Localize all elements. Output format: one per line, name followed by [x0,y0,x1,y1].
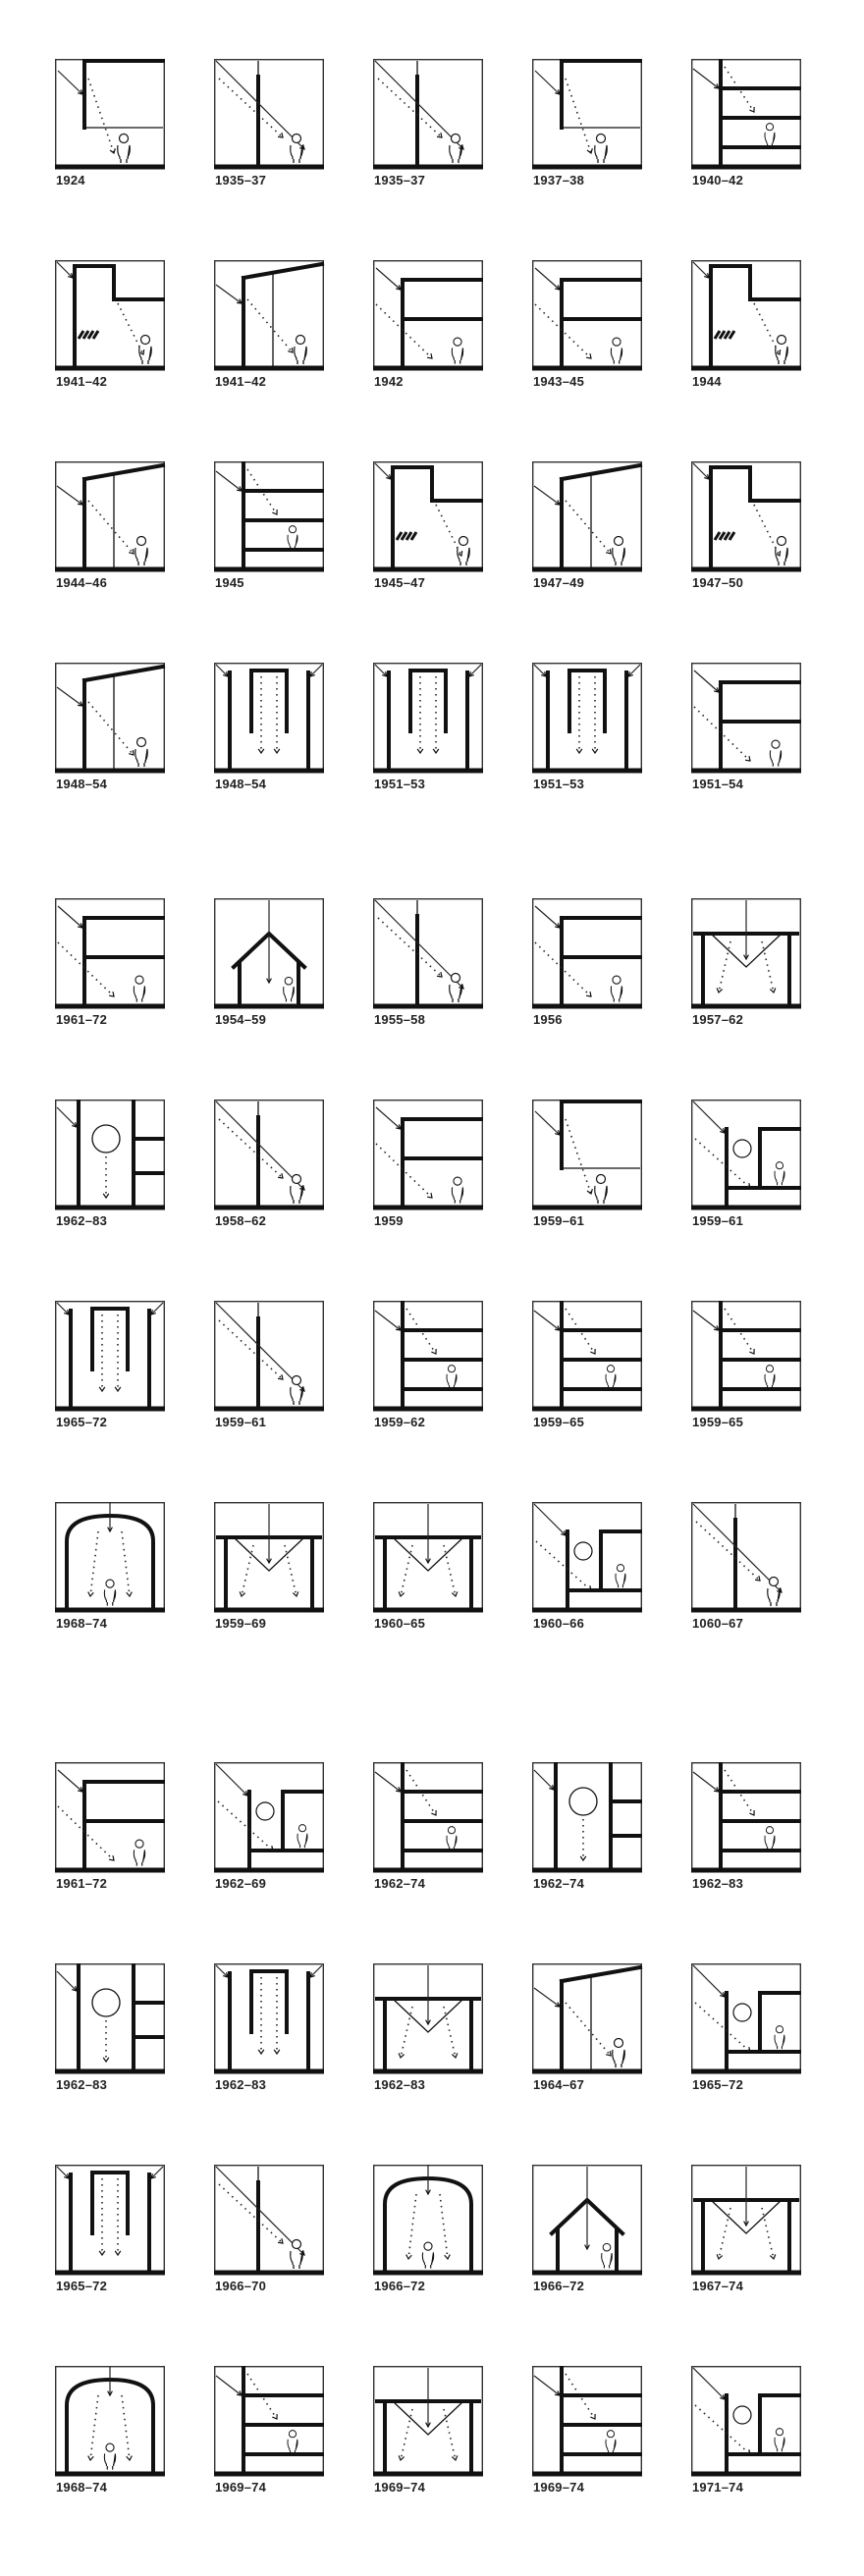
section-diagram [55,260,165,393]
date-caption: 1944 [692,374,722,389]
date-caption: 1960–65 [374,1616,426,1631]
date-caption: 1967–74 [692,2279,744,2293]
section-drawing [214,663,324,773]
date-caption: 1966–72 [374,2279,426,2293]
round-window [256,1802,274,1820]
section-drawing [532,2165,642,2275]
date-caption: 1962–83 [56,2077,108,2092]
date-caption: 1962–74 [533,1876,585,1891]
section-diagram [373,260,483,393]
date-caption: 1937–38 [533,173,585,188]
section-diagram [691,461,801,594]
diagram-frame [533,2367,642,2476]
section-diagram [691,2165,801,2297]
section-drawing [373,260,483,370]
diagram-frame [533,899,642,1008]
section-drawing [55,1100,165,1209]
date-caption: 1940–42 [692,173,744,188]
section-drawing [214,2366,324,2476]
section-diagram [691,1762,801,1895]
section-diagram [532,1963,642,2096]
section-diagram [214,461,324,594]
diagram-frame [56,664,165,773]
round-window [733,2406,751,2424]
section-drawing [532,260,642,370]
section-diagram [214,663,324,795]
date-caption: 1962–83 [56,1213,108,1228]
date-caption: 1961–72 [56,1012,108,1027]
section-diagram [214,2165,324,2297]
section-drawing [691,461,801,571]
date-caption: 1969–74 [533,2480,585,2495]
date-caption: 1959–65 [533,1415,585,1429]
section-diagram [373,898,483,1031]
section-drawing [691,2366,801,2476]
round-window [574,1542,592,1560]
section-drawing [532,898,642,1008]
diagram-frame [692,1302,801,1411]
date-caption: 1962–83 [692,1876,744,1891]
section-drawing [55,59,165,169]
section-drawing [373,1502,483,1612]
section-diagram [532,2165,642,2297]
section-diagram [691,1100,801,1232]
diagram-frame [374,1763,483,1872]
section-diagram [214,1301,324,1433]
section-drawing [691,898,801,1008]
date-caption: 1968–74 [56,1616,108,1631]
section-diagram [373,2165,483,2297]
section-diagram [373,59,483,191]
section-diagram [55,663,165,795]
section-diagram [691,663,801,795]
section-diagram [532,663,642,795]
diagram-frame [374,1100,483,1209]
date-caption: 1948–54 [215,777,267,791]
section-diagram [55,1301,165,1433]
section-diagram [532,260,642,393]
date-caption: 1962–83 [215,2077,267,2092]
section-drawing [373,2366,483,2476]
date-caption: 1964–67 [533,2077,585,2092]
diagram-frame [374,261,483,370]
date-caption: 1959–61 [533,1213,585,1228]
section-diagram [373,1762,483,1895]
section-diagram [373,2366,483,2498]
section-diagram [55,1963,165,2096]
date-caption: 1959 [374,1213,404,1228]
section-diagram [691,59,801,191]
section-drawing [214,1502,324,1612]
diagram-frame [374,1302,483,1411]
section-drawing [373,663,483,773]
section-drawing [373,2165,483,2275]
round-window [733,2004,751,2021]
date-caption: 1941–42 [215,374,267,389]
date-caption: 1935–37 [215,173,267,188]
section-drawing [214,59,324,169]
section-diagram [373,1963,483,2096]
section-drawing [532,1301,642,1411]
section-diagram [55,1502,165,1635]
date-caption: 1959–69 [215,1616,267,1631]
section-drawing [373,59,483,169]
section-drawing [373,1100,483,1209]
date-caption: 1955–58 [374,1012,426,1027]
date-caption: 1959–65 [692,1415,744,1429]
section-drawing [55,663,165,773]
section-drawing [373,1301,483,1411]
date-caption: 1945–47 [374,575,426,590]
diagram-frame [56,462,165,571]
date-caption: 1948–54 [56,777,108,791]
date-caption: 1966–70 [215,2279,267,2293]
date-caption: 1959–62 [374,1415,426,1429]
section-diagram [373,461,483,594]
section-diagram [214,1100,324,1232]
section-drawing [214,1100,324,1209]
section-drawing [55,2165,165,2275]
date-caption: 1943–45 [533,374,585,389]
section-diagram [55,898,165,1031]
date-caption: 1951–53 [533,777,585,791]
date-caption: 1959–61 [215,1415,267,1429]
diagram-frame [56,899,165,1008]
section-diagram [214,1762,324,1895]
section-diagram [691,1502,801,1635]
diagram-frame [56,1100,165,1209]
section-diagram [214,898,324,1031]
date-caption: 1962–69 [215,1876,267,1891]
section-diagram [373,1100,483,1232]
section-drawing [691,59,801,169]
section-drawing [691,1301,801,1411]
date-caption: 1957–62 [692,1012,744,1027]
date-caption: 1965–72 [56,1415,108,1429]
diagram-frame [692,60,801,169]
date-caption: 1971–74 [692,2480,744,2495]
date-caption: 1947–49 [533,575,585,590]
section-diagram [55,461,165,594]
date-caption: 1947–50 [692,575,744,590]
date-caption: 1060–67 [692,1616,744,1631]
date-caption: 1962–74 [374,1876,426,1891]
section-drawing [373,1963,483,2073]
date-caption: 1941–42 [56,374,108,389]
diagram-frame [533,1302,642,1411]
section-diagram [373,663,483,795]
section-drawing [691,1100,801,1209]
diagram-frame [692,664,801,773]
section-diagram [532,898,642,1031]
section-drawing [373,898,483,1008]
section-drawing [532,1100,642,1209]
section-drawing [532,1502,642,1612]
date-caption: 1935–37 [374,173,426,188]
date-caption: 1924 [56,173,85,188]
section-drawing [55,260,165,370]
section-drawing [532,59,642,169]
date-caption: 1945 [215,575,244,590]
section-diagram [373,1301,483,1433]
section-drawing [55,2366,165,2476]
diagram-frame [215,2367,324,2476]
section-diagram [214,260,324,393]
section-drawing [532,1762,642,1872]
section-drawing [55,1762,165,1872]
section-diagram [691,1301,801,1433]
date-caption: 1944–46 [56,575,108,590]
section-diagram [532,2366,642,2498]
section-drawing [55,461,165,571]
diagram-frame [533,261,642,370]
section-diagram [691,898,801,1031]
section-drawing [691,1963,801,2073]
section-drawing [532,1963,642,2073]
section-drawing [214,1762,324,1872]
diagram-frame [56,1763,165,1872]
section-drawing [691,1762,801,1872]
section-drawing [214,1963,324,2073]
diagram-frame [56,60,165,169]
diagram-frame [533,462,642,571]
date-caption: 1965–72 [56,2279,108,2293]
section-diagram [55,2366,165,2498]
date-caption: 1958–62 [215,1213,267,1228]
section-diagram [214,1963,324,2096]
section-drawing [214,461,324,571]
section-drawing [214,2165,324,2275]
diagram-frame [56,1964,165,2073]
date-caption: 1954–59 [215,1012,267,1027]
section-drawing [691,663,801,773]
section-diagram [373,1502,483,1635]
section-drawing [373,1762,483,1872]
section-drawing [214,1301,324,1411]
section-diagram [532,1301,642,1433]
section-diagram [55,59,165,191]
date-caption: 1969–74 [374,2480,426,2495]
date-caption: 1960–66 [533,1616,585,1631]
diagram-frame [533,1763,642,1872]
diagram-frame [533,60,642,169]
date-caption: 1956 [533,1012,563,1027]
section-drawing [55,1502,165,1612]
date-caption: 1959–61 [692,1213,744,1228]
section-diagram [55,1762,165,1895]
diagram-frame [533,1100,642,1209]
section-drawing [532,461,642,571]
section-drawing [691,260,801,370]
section-diagram [691,1963,801,2096]
section-diagram [532,461,642,594]
date-caption: 1951–54 [692,777,744,791]
diagram-frame [533,1964,642,2073]
date-caption: 1942 [374,374,404,389]
section-diagram [532,1502,642,1635]
section-diagram [55,2165,165,2297]
diagram-frame [215,462,324,571]
section-diagram [532,1100,642,1232]
date-caption: 1962–83 [374,2077,426,2092]
section-drawing [55,898,165,1008]
section-diagram [214,59,324,191]
section-drawing [532,663,642,773]
section-diagram [55,1100,165,1232]
date-caption: 1968–74 [56,2480,108,2495]
date-caption: 1969–74 [215,2480,267,2495]
date-caption: 1965–72 [692,2077,744,2092]
section-drawing [214,898,324,1008]
section-drawing [55,1963,165,2073]
section-drawing [55,1301,165,1411]
date-caption: 1961–72 [56,1876,108,1891]
diagram-frame [692,1763,801,1872]
section-diagram [532,59,642,191]
section-drawing [373,461,483,571]
date-caption: 1966–72 [533,2279,585,2293]
section-drawing [214,260,324,370]
section-diagram [214,2366,324,2498]
section-diagram [532,1762,642,1895]
section-diagram [214,1502,324,1635]
section-drawing [691,1502,801,1612]
diagram-frame [215,261,324,370]
date-caption: 1951–53 [374,777,426,791]
round-window [733,1140,751,1157]
section-diagram [691,2366,801,2498]
section-drawing [691,2165,801,2275]
section-diagram [691,260,801,393]
section-drawing [532,2366,642,2476]
